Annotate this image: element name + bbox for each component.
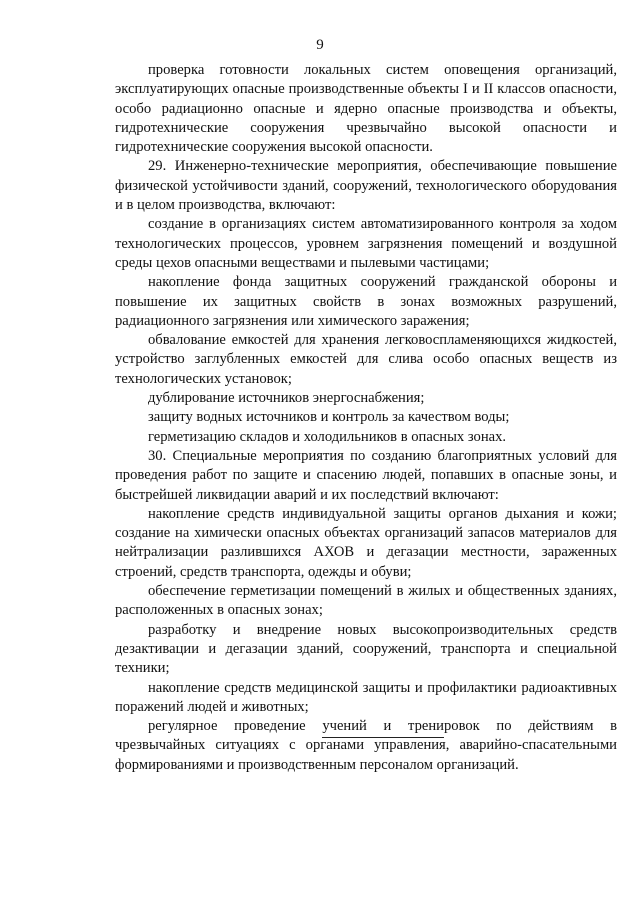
paragraph-ppe-accumulation: накопление средств индивидуальной защиты органов дыхания и кожи; создание на химически опасных объектах организаций запасов материалов для нейтрализации разлившихся АХОВ и дегазации местности, зараженных строений, средств транспорта, одежды и обуви; bbox=[115, 505, 617, 580]
paragraph-30-heading: 30. Специальные мероприятия по созданию благоприятных условий для проведения работ по защите и спасению людей, попавших в опасные зоны, и быстрейшей ликвидации аварий и их последствий включают: bbox=[115, 447, 617, 503]
paragraph-29-heading: 29. Инженерно-технические мероприятия, обеспечивающие повышение физической устойчивости зданий, сооружений, технологического оборудования и в целом производства, включают: bbox=[115, 158, 617, 214]
paragraph-decontamination-means: разработку и внедрение новых высокопроизводительных средств дезактивации и дегазации зданий, сооружений, транспорта и специальной техники; bbox=[115, 621, 617, 677]
paragraph-power-duplication: дублирование источников энергоснабжения; bbox=[148, 390, 425, 407]
paragraph-water-protection: защиту водных источников и контроль за качеством воды; bbox=[148, 409, 510, 426]
paragraph-warehouse-sealing: герметизацию складов и холодильников в опасных зонах. bbox=[148, 428, 507, 445]
paragraph-medical-protection: накопление средств медицинской защиты и профилактики радиоактивных поражений людей и животных; bbox=[115, 679, 617, 715]
document-body bbox=[115, 61, 617, 775]
paragraph-tank-embankment: обвалование емкостей для хранения легковоспламеняющихся жидкостей, устройство заглубленных емкостей для слива особо опасных веществ из технологических установок; bbox=[115, 332, 617, 387]
paragraph-readiness-check: проверка готовности локальных систем оповещения организаций, эксплуатирующих опасные производственные объекты I и II классов опасности, особо радиационно опасные и ядерно опасные производства и объекты, гидротехнические сооружения чрезвычайно высокой опасности и гидротехнические сооружения высокой опасности. bbox=[115, 62, 617, 156]
paragraph-regular-exercises: регулярное проведение учений и тренировок по действиям в чрезвычайных ситуациях с органами управления, аварийно-спасательными формированиями и производственным персоналом организаций. bbox=[115, 718, 617, 773]
paragraph-automated-control: создание в организациях систем автоматизированного контроля за ходом технологических процессов, уровнем загрязнения помещений и воздушной среды цехов опасными веществами и пылевыми частицами; bbox=[115, 216, 617, 271]
end-divider-line bbox=[322, 737, 444, 738]
page-number: 9 bbox=[316, 37, 324, 53]
paragraph-room-sealing: обеспечение герметизации помещений в жилых и общественных зданиях, расположенных в опасных зонах; bbox=[115, 583, 617, 619]
paragraph-shelter-fund: накопление фонда защитных сооружений гражданской обороны и повышение их защитных свойств в зонах возможных разрушений, радиационного загрязнения или химического заражения; bbox=[115, 274, 617, 329]
